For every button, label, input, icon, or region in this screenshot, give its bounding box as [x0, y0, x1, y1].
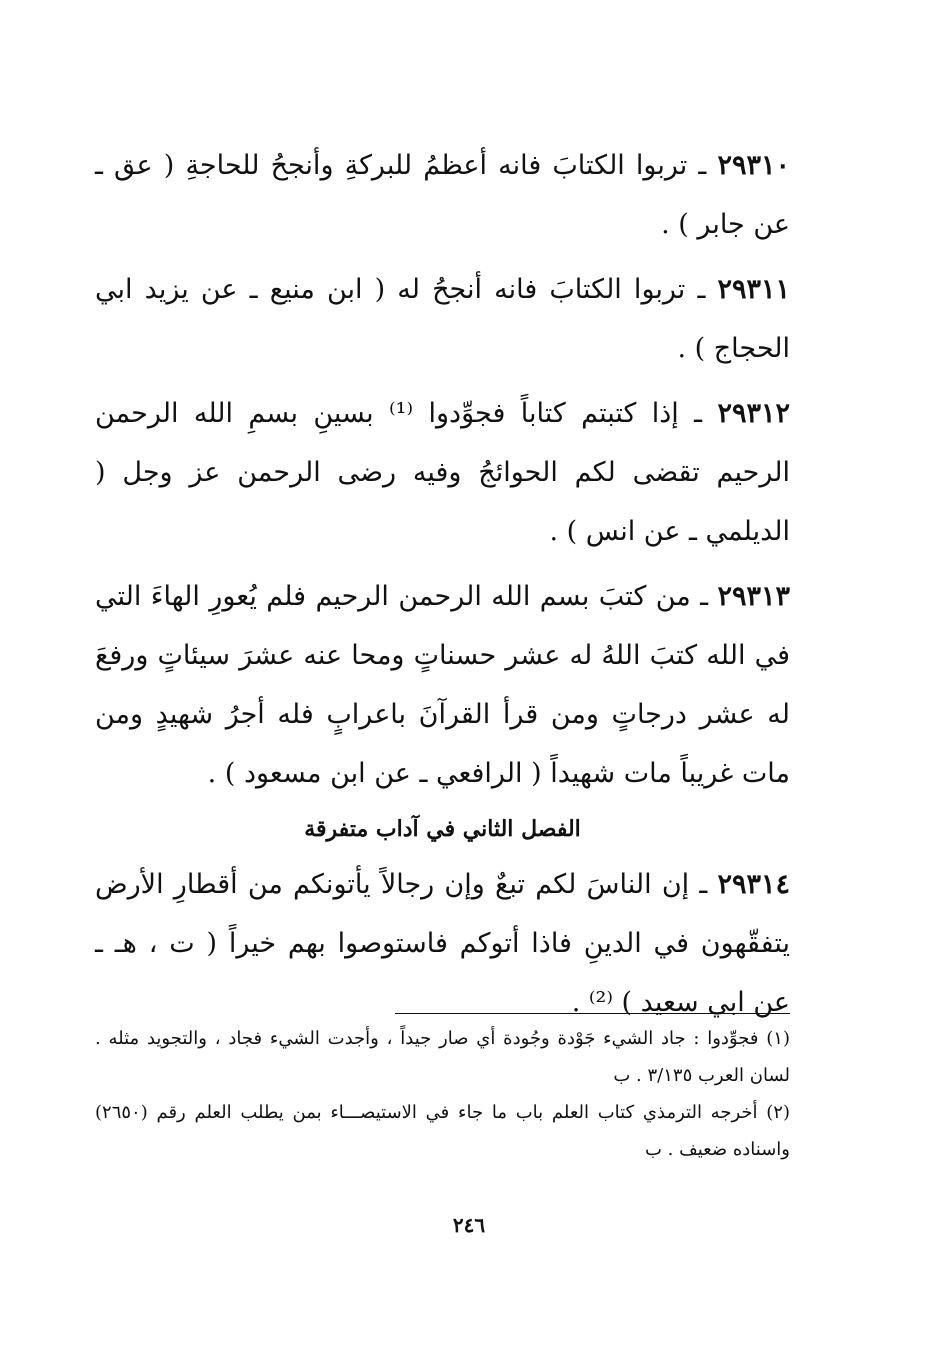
hadith-29312	[95, 384, 790, 561]
hadith-number: ٢٩٣١١	[717, 274, 790, 305]
footnote-2: (٢) أخرجه الترمذي كتاب العلم باب ما جاء في الاستيصـــاء بمن يطلب العلم رقم (٢٦٥٠) واسناده ضعيف . ب	[95, 1102, 790, 1160]
hadith-29310	[95, 136, 790, 254]
footnote-1: (١) فجوِّدوا : جاد الشيء جَوْدة وجُودة أي صار جيداً ، وأجدت الشيء فجاد ، والتجويد مثله . لسان العرب ٣/١٣٥ . ب	[95, 1028, 790, 1086]
hadith-text: ـ من كتبَ بسم الله الرحمن الرحيم فلم يُعورِ الهاءَ التي في الله كتبَ اللهُ له عشر حسناتٍ ومحا عنه عشرَ سيئاتٍ ورفعَ له عشر درجاتٍ ومن قرأ القرآنَ باعرابٍ فله أجرُ شهيدٍ ومن مات غريباً مات شهيداً ( الرافعي ـ عن ابن مسعود ) .	[95, 581, 790, 789]
hadith-number: ٢٩٣١٢	[717, 398, 790, 429]
hadith-text: ـ إن الناسَ لكم تبعٌ وإن رجالاً يأتونكم من أقطارِ الأرض يتفقّهون في الدينِ فاذا أتوكم فاستوصوا بهم خيراً ( ت ، هـ ـ عن ابي سعيد ) ⁽²⁾ .	[95, 869, 790, 1018]
page-number: ٢٤٦	[452, 1213, 486, 1237]
hadith-text: ـ تربوا الكتابَ فانه أعظمُ للبركةِ وأنجحُ للحاجةِ ( عق ـ عن جابر ) .	[95, 150, 790, 240]
hadith-number: ٢٩٣١٣	[717, 581, 790, 612]
footnotes	[95, 1020, 790, 1168]
main-text	[95, 136, 790, 1038]
hadith-29311	[95, 260, 790, 378]
hadith-text: ـ إذا كتبتم كتاباً فجوِّدوا ⁽¹⁾ بسينِ بسمِ الله الرحمن الرحيم تقضى لكم الحوائجُ وفيه رضى الرحمن عز وجل ( الديلمي ـ عن انس ) .	[95, 398, 790, 547]
hadith-29313	[95, 567, 790, 803]
footnote-divider	[395, 1013, 790, 1014]
hadith-29314	[95, 855, 790, 1032]
hadith-text: ـ تربوا الكتابَ فانه أنجحُ له ( ابن منيع ـ عن يزيد ابي الحجاج ) .	[95, 274, 790, 364]
section-title: الفصل الثاني في آداب متفرقة	[304, 816, 581, 842]
hadith-number: ٢٩٣١٠	[717, 150, 790, 181]
hadith-number: ٢٩٣١٤	[717, 869, 790, 900]
